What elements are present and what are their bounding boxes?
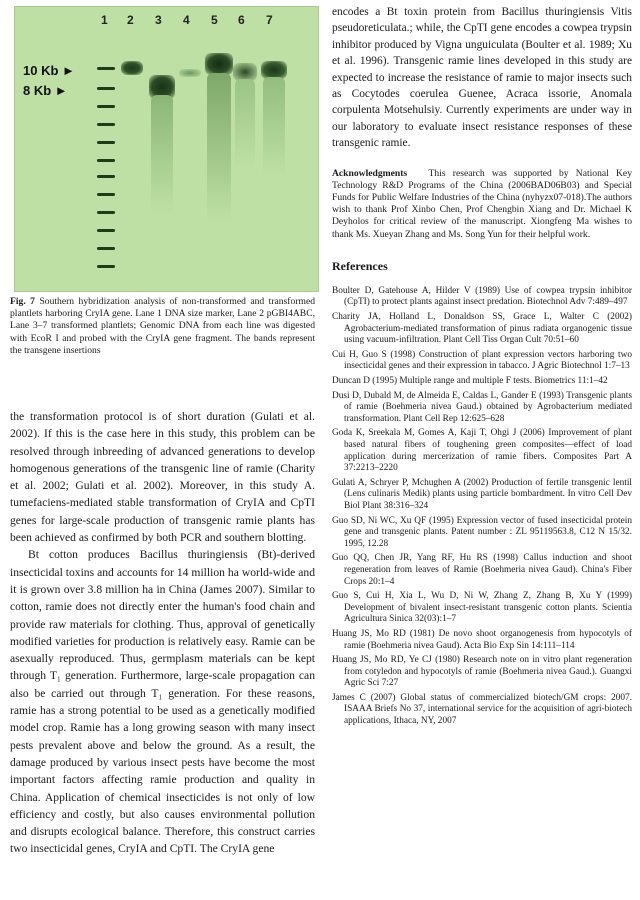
reference-item: Charity JA, Holland L, Donaldson SS, Grace L, Walter C (2002) Agrobacterium-mediated transformation of pinus radiata organogenic tissue using vacuum-infiltration. Plant Cell Tiss Organ Cult 70:51–60	[332, 312, 632, 346]
acknowledgments-heading: Acknowledgments	[332, 167, 408, 179]
ladder-band	[97, 105, 115, 108]
southern-blot-gel-image	[14, 6, 319, 292]
ladder-band	[97, 265, 115, 268]
reference-item: Cui H, Guo S (1998) Construction of plant expression vectors harboring two insecticidal genes and their expression in tabacco. J Agric Biotechnol 1:7–13	[332, 349, 632, 372]
references-list	[332, 286, 632, 728]
reference-item: Guo QQ, Chen JR, Yang RF, Hu RS (1998) Callus induction and shoot regeneration from leaves of Ramie (Boehmeria nivea Gaud). China's Fiber Crops 20:1–4	[332, 553, 632, 587]
acknowledgments-text: This research was supported by National Key Technology R&D Programs of the China (2006BAD06B03) and Special Funds for Public Welfare Industries of the China (nyhyzx07-018).The authors wish to thank Prof Xinbo Chen, Prof Chengbin Xiang and Dr. Michael K Deyholos for critical review of the manuscript. Xiongfeng Ma wishes to thank Ms. Xueyan Zhang and Ms. Song Yun for their helpful work.	[332, 167, 632, 240]
ladder-band	[97, 229, 115, 232]
reference-item: Huang JS, Mo RD, Ye CJ (1980) Research note on in vitro plant regeneration from cotyledon and hypocotyls of ramie (Boehmeria nivea Gaud.). Guangxi Agric Sci 7:27	[332, 655, 632, 689]
ladder-band	[97, 141, 115, 144]
paragraph: encodes a Bt toxin protein from Bacillus thuringiensis Vitis pseudoreticulata.; while, the CpTI gene encodes a cowpea trypsin inhibitor produced by Vigna unguiculata (Boulter et al. 1989; Xu et al. 1996). Transgenic ramie lines developed in this study are expected to increase the resistance of ramie to major insects such as Cocytodes coerulea Guenee, Acraca issorie, Anomala corpulenta Motsehulsiy. Currently experiments are under way in our laboratory to evaluate insect resistance responses of these transgenic ramie.	[332, 6, 632, 150]
caption-text: Southern hybridization analysis of non-transformed and transformed plantlets harboring CryIA gene. Lane 1 DNA size marker, Lane 2 pGBI4ABC, Lane 3–7 transformed plantlets; Genomic DNA from each line was digested with EcoR I and probed with the CryIA gene fragment. The bands represent the transgene insertions	[10, 296, 315, 356]
lane-6-smear	[235, 79, 255, 169]
lane-2-band	[121, 61, 143, 75]
acknowledgments	[332, 168, 632, 241]
ladder-band	[97, 175, 115, 178]
lane-5-band	[205, 53, 233, 75]
lane-number-6: 6	[238, 13, 245, 27]
right-body-text	[332, 4, 632, 152]
lane-number-2: 2	[127, 13, 134, 27]
marker-label-8kb: 8 Kb ►	[23, 83, 68, 98]
ladder-band	[97, 87, 115, 90]
reference-item: Gulati A, Schryer P, Mchughen A (2002) Production of fertile transgenic lentil (Lens culinaris Medik) plants using particle bombardment. In vitro Cell Dev Biol Plant 38:316–324	[332, 477, 632, 511]
reference-item: Dusi D, Dubald M, de Almeida E, Caldas L, Gander E (1993) Transgenic plants of ramie (Boehmeria nivea Gaud.) obtained by Agrobacterium mediated transformation. Plant Cell Rep 12:625–628	[332, 390, 632, 424]
references-heading: References	[332, 258, 388, 273]
lane-7-smear	[263, 77, 285, 177]
ladder-band	[97, 211, 115, 214]
reference-item: Duncan D (1995) Multiple range and multiple F tests. Biometrics 11:1–42	[332, 376, 608, 387]
lane-5-smear	[207, 73, 231, 223]
reference-item: Guo S, Cui H, Xia L, Wu D, Ni W, Zhang Z, Zhang B, Xu Y (1999) Development of bivalent insect-resistant transgenic cotton plants. Scientia Agricultura Sinica 32(03):1–7	[332, 591, 632, 625]
ladder-band	[97, 247, 115, 250]
paragraph: the transformation protocol is of short duration (Gulati et al. 2002). If this is the case here in this study, this problem can be resolved through inbreeding of advanced generations to develop homogenous generations of the transgenic line of ramie (Charity et al. 2002; Gulati et al. 2002). Moreover, in this study A. tumefaciens-mediated stable transformation of CryIA and CpTI genes for large-scale production of transgenic ramie plants has been achieved as confirmed by both PCR and southern blotting.	[10, 410, 315, 545]
lane-number-3: 3	[155, 13, 162, 27]
lane-4-band	[179, 69, 201, 77]
marker-label-10kb: 10 Kb ►	[23, 63, 75, 78]
right-column	[332, 4, 632, 731]
lane-number-5: 5	[211, 13, 218, 27]
ladder-band	[97, 159, 115, 162]
lane-number-1: 1	[101, 13, 108, 27]
left-body-text	[10, 408, 315, 858]
caption-label: Fig. 7	[10, 296, 35, 307]
paragraph: Bt cotton produces Bacillus thuringiensis (Bt)-derived insecticidal toxins and accounts for 14 million ha world-wide and it is grown over 3.8 million ha in China (James 2007). Similar to cotton, ramie does not directly enter the human's food chain and provide raw materials for clothing. Thus, approval of genetically modified varieties for production is relatively easy. Ramie can be asexually reproduced. Thus, germplasm materials can be kept through T₁ generation. Furthermore, large-scale propagation can also be carried out through T₁ generation. For these reasons, ramie has a strong potential to be used as a genetically modified model crop. Ramie has a long growing season with many insect pests prevalent above and below the ground. As a result, the damage produced by various insect pests have become the most important factors affecting ramie production and quality in China. Application of chemical insecticides is not only of low efficiency and costly, but also causes environmental pollution and disrupts ecological balance. Therefore, this construct carries two insecticidal genes, CryIA and CpTI. The CryIA gene	[10, 548, 315, 856]
reference-item: Huang JS, Mo RD (1981) De novo shoot organogenesis from hypocotyls of ramie (Boehmeria nivea Gaud). Acta Bio Exp Sin 14:111–114	[332, 628, 632, 651]
ladder-band	[97, 123, 115, 126]
reference-item: James C (2007) Global status of commercialized biotech/GM crops: 2007. ISAAA Briefs No 37, international service for the acquisition of agri-biotech applications, Ithaca, NY, 2007	[332, 692, 632, 727]
reference-item: Guo SD, Ni WC, Xu QF (1995) Expression vector of fused insecticidal protein gene and transgenic plants. Patent number : ZL 95119563.8, C12 N 15/32. 1995, 12.28	[332, 515, 632, 549]
reference-item: Goda K, Sreekala M, Gomes A, Kaji T, Ohgi J (2006) Improvement of plant based natural fibers of toughening green composites—effect of load application during mercerization of ramie fibers. Composites Part A 37:2213–2220	[332, 428, 632, 474]
ladder-band	[97, 193, 115, 196]
lane-number-4: 4	[183, 13, 190, 27]
reference-item: Boulter D, Gatehouse A, Hilder V (1989) Use of cowpea trypsin inhibitor (CpTI) to protect plants against insect predation. Biotechnol Adv 7:489–497	[332, 285, 632, 308]
lane-number-7: 7	[266, 13, 273, 27]
ladder-band	[97, 67, 115, 70]
lane-3-smear	[151, 95, 173, 215]
figure-caption	[10, 296, 315, 357]
